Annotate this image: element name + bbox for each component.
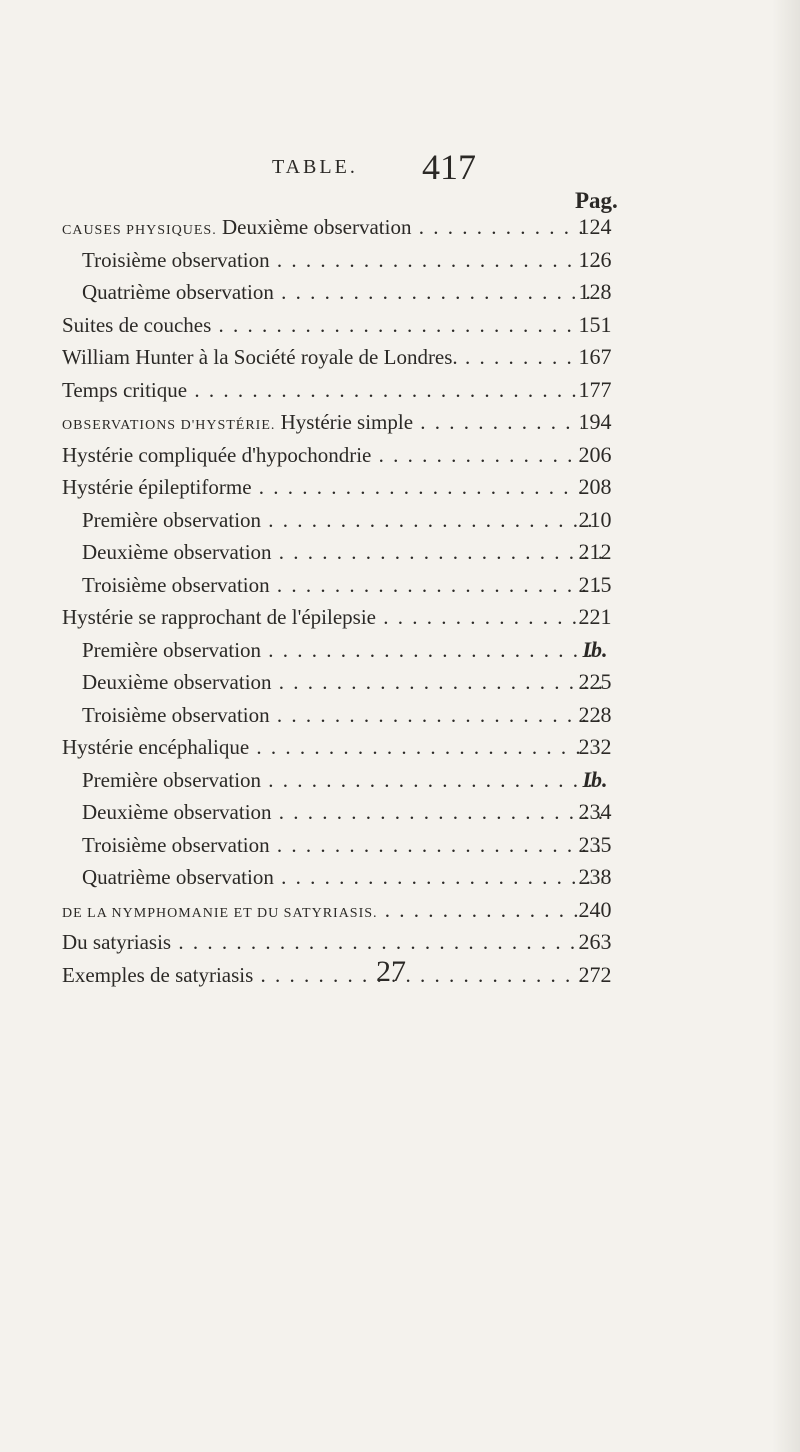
toc-entry-title bbox=[82, 699, 602, 731]
toc-page-number: 225 bbox=[578, 669, 612, 694]
toc-entry bbox=[0, 406, 800, 439]
toc-entry-title bbox=[62, 959, 582, 991]
toc-entry-title bbox=[82, 666, 602, 698]
toc-entry-title bbox=[62, 894, 582, 930]
toc-page-number: 167 bbox=[578, 344, 612, 369]
toc-entry-text: Première observation bbox=[82, 507, 262, 532]
toc-entry-text: Deuxième observation bbox=[82, 670, 272, 694]
toc-entry-title bbox=[82, 764, 602, 796]
toc-entry-title bbox=[82, 569, 602, 601]
toc-page-number: 215 bbox=[578, 571, 612, 597]
toc-page-number: 128 bbox=[578, 279, 612, 304]
table-of-contents bbox=[0, 211, 800, 991]
toc-entry bbox=[0, 276, 800, 309]
toc-entry-title bbox=[82, 829, 602, 861]
toc-entry-title bbox=[62, 439, 582, 471]
toc-page-number: 238 bbox=[578, 864, 612, 889]
toc-page-number: 210 bbox=[578, 506, 612, 532]
toc-entry bbox=[0, 569, 800, 602]
toc-page-number: 235 bbox=[578, 831, 612, 857]
toc-entry-text: Quatrième observation bbox=[82, 280, 274, 304]
toc-entry-title bbox=[62, 341, 582, 373]
toc-entry bbox=[0, 309, 800, 342]
page-number: 417 bbox=[422, 147, 476, 187]
toc-entry bbox=[0, 634, 800, 667]
toc-entry bbox=[0, 536, 800, 569]
toc-entry-text: Du satyriasis bbox=[62, 930, 172, 954]
toc-page-number: 151 bbox=[578, 311, 612, 337]
toc-entry-text: Deuxième observation bbox=[82, 540, 272, 564]
toc-entry-title bbox=[62, 601, 582, 633]
toc-entry bbox=[0, 244, 800, 277]
toc-entry-text: Suites de couches bbox=[62, 312, 212, 337]
toc-section-heading: OBSERVATIONS D'HYSTÉRIE. bbox=[62, 418, 276, 433]
toc-entry-text: William Hunter à la Société royale de Londres. bbox=[62, 345, 458, 369]
toc-entry-text: Hystérie épileptiforme bbox=[62, 475, 252, 499]
toc-entry bbox=[0, 894, 800, 927]
toc-page-number: 212 bbox=[578, 539, 612, 564]
toc-entry bbox=[0, 374, 800, 407]
toc-entry-text: Troisième observation bbox=[82, 572, 270, 597]
toc-entry-title bbox=[82, 861, 602, 893]
toc-page-number: 234 bbox=[578, 799, 612, 824]
toc-entry bbox=[0, 666, 800, 699]
toc-entry-text: Hystérie se rapprochant de l'épilepsie bbox=[62, 605, 376, 629]
toc-entry-text: Exemples de satyriasis bbox=[62, 962, 254, 987]
toc-entry-title bbox=[62, 731, 582, 763]
toc-entry bbox=[0, 211, 800, 244]
toc-entry-title bbox=[82, 536, 602, 568]
toc-entry-text: Deuxième observation bbox=[221, 215, 412, 239]
toc-entry-title bbox=[62, 406, 582, 442]
toc-entry bbox=[0, 504, 800, 537]
toc-entry-text: Première observation bbox=[82, 767, 262, 792]
toc-section-heading: CAUSES PHYSIQUES. bbox=[62, 223, 217, 238]
toc-entry bbox=[0, 861, 800, 894]
running-title: TABLE. bbox=[272, 156, 358, 178]
toc-page-number: 221 bbox=[578, 604, 612, 629]
toc-page-number: 272 bbox=[578, 961, 612, 987]
toc-page-number: 208 bbox=[578, 474, 612, 499]
toc-entry-text: Troisième observation bbox=[82, 247, 270, 272]
toc-page-number: 194 bbox=[578, 409, 612, 434]
toc-page-number: 126 bbox=[578, 246, 612, 272]
toc-entry-text: Temps critique bbox=[62, 377, 188, 402]
toc-page-number: 177 bbox=[578, 376, 612, 402]
toc-entry-title bbox=[62, 471, 582, 503]
toc-entry-text: Première observation bbox=[82, 637, 262, 662]
toc-page-number: 206 bbox=[578, 441, 612, 467]
toc-entry bbox=[0, 764, 800, 797]
toc-entry-title bbox=[62, 926, 582, 958]
page-column-label: Pag. bbox=[575, 188, 618, 213]
toc-page-number: 228 bbox=[578, 701, 612, 727]
toc-entry bbox=[0, 796, 800, 829]
toc-entry-text: Troisième observation bbox=[82, 832, 270, 857]
toc-entry bbox=[0, 439, 800, 472]
toc-entry bbox=[0, 699, 800, 732]
toc-entry-title bbox=[82, 244, 602, 276]
toc-entry-text: Quatrième observation bbox=[82, 865, 274, 889]
toc-entry bbox=[0, 829, 800, 862]
toc-entry-title bbox=[82, 796, 602, 828]
toc-entry-text: Troisième observation bbox=[82, 702, 270, 727]
signature-mark: 27 bbox=[376, 955, 406, 988]
toc-entry-text: Hystérie compliquée d'hypochondrie bbox=[62, 442, 372, 467]
toc-entry-text: Deuxième observation bbox=[82, 800, 272, 824]
toc-page-number: 232 bbox=[578, 734, 612, 759]
toc-entry bbox=[0, 926, 800, 959]
toc-entry-title bbox=[82, 634, 602, 666]
toc-entry-text: Hystérie simple bbox=[280, 410, 414, 434]
toc-page-number: 240 bbox=[578, 896, 612, 922]
toc-entry-title bbox=[82, 504, 602, 536]
toc-entry bbox=[0, 601, 800, 634]
toc-entry-title bbox=[82, 276, 602, 308]
toc-section-heading: DE LA NYMPHOMANIE ET DU SATYRIASIS. bbox=[62, 905, 378, 921]
toc-page-number: Ib. bbox=[582, 766, 608, 792]
toc-entry-title bbox=[62, 211, 582, 247]
toc-entry-title bbox=[62, 374, 582, 406]
toc-entry bbox=[0, 341, 800, 374]
toc-entry-text: Hystérie encéphalique bbox=[62, 735, 250, 759]
toc-page-number: Ib. bbox=[582, 636, 608, 662]
toc-entry-title bbox=[62, 309, 582, 341]
toc-page-number: 124 bbox=[578, 214, 612, 239]
toc-entry bbox=[0, 471, 800, 504]
toc-page-number: 263 bbox=[578, 929, 612, 954]
toc-entry bbox=[0, 731, 800, 764]
